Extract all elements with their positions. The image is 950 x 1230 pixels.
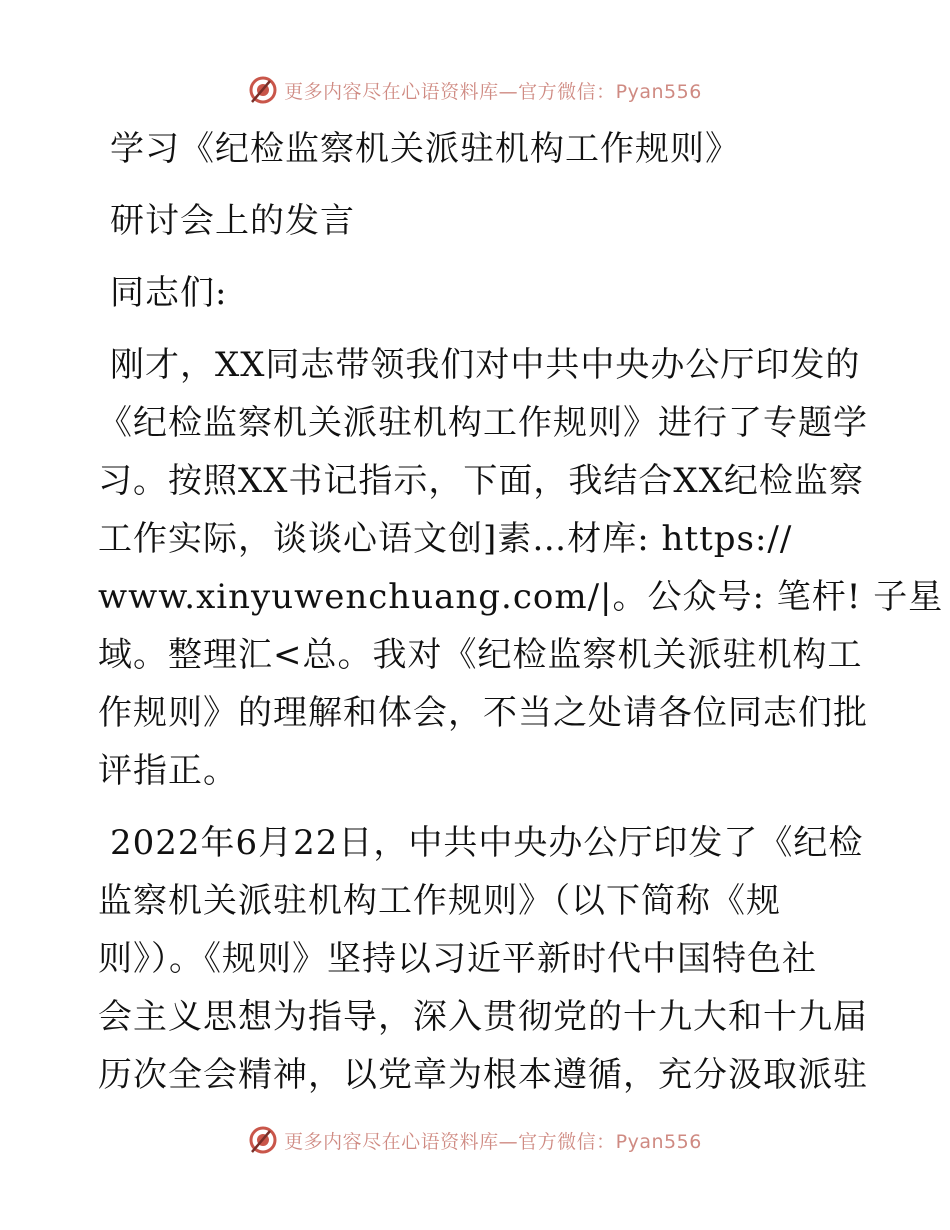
paragraph-line: 评指正。: [98, 751, 238, 791]
watermark-text: 更多内容尽在心语资料库—官方微信：Pyan556: [284, 80, 702, 103]
paragraph-line: 则》）。《规则》坚持以习近平新时代中国特色社: [98, 939, 817, 979]
document-title: 学习《纪检监察机关派驻机构工作规则》: [110, 129, 740, 169]
greeting: 同志们:: [110, 273, 228, 313]
paragraph-line: 作规则》的理解和体会，不当之处请各位同志们批: [98, 693, 868, 733]
paragraph-line: 历次全会精神，以党章为根本遵循，充分汲取派驻: [98, 1055, 868, 1095]
paragraph-line: 域。整理汇<总。我对《纪检监察机关派驻机构工: [98, 635, 863, 675]
document-subtitle: 研讨会上的发言: [110, 201, 355, 241]
header-watermark: [0, 70, 950, 110]
watermark-text: 更多内容尽在心语资料库—官方微信：Pyan556: [284, 1130, 702, 1153]
paragraph-line: www.xinyuwenchuang.com/|。公众号: 笔杆! 子星: [98, 577, 944, 617]
paragraph-line: 会主义思想为指导，深入贯彻党的十九大和十九届: [98, 997, 868, 1037]
footer-watermark: [0, 1120, 950, 1160]
paragraph-1: [98, 336, 944, 800]
paragraph-line: 刚才，XX同志带领我们对中共中央办公厅印发的: [110, 345, 861, 385]
paragraph-line: 《纪检监察机关派驻机构工作规则》进行了专题学: [98, 403, 868, 443]
paragraph-line: 2022年6月22日，中共中央办公厅印发了《纪检: [110, 823, 864, 863]
paragraph-line: 习。按照XX书记指示，下面，我结合XX纪检监察: [98, 461, 864, 501]
paragraph-line: 工作实际，谈谈心语文创]素…材库: https://: [98, 519, 793, 559]
document-body: [98, 120, 944, 1104]
paragraph-2: [98, 814, 868, 1104]
quill-seal-icon: [248, 1125, 278, 1155]
paragraph-line: 监察机关派驻机构工作规则》（以下简称《规: [98, 881, 781, 921]
quill-seal-icon: [248, 75, 278, 105]
